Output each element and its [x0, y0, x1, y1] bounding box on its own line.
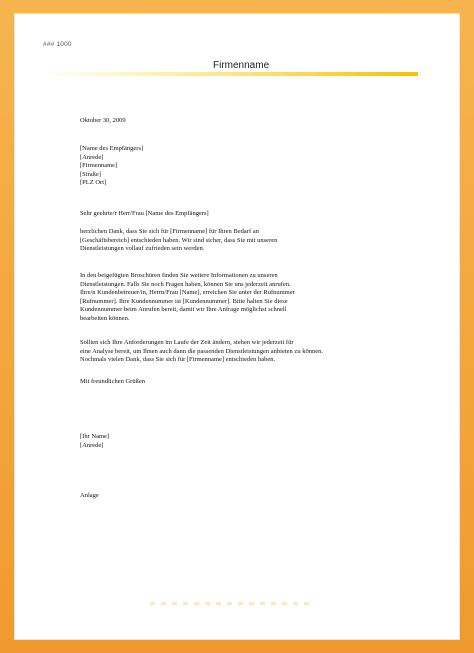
paragraph-thanks [80, 228, 277, 254]
signature-block [80, 433, 109, 450]
paragraph-line: Nochmals vielen Dank, dass Sie sich für [Firmenname] entschieden haben. [80, 356, 276, 364]
recipient-line: [Straße] [80, 170, 101, 178]
paragraph-line: eine Analyse bereit, um Ihnen auch dann die passenden Dienstleistungen anbieten zu können. [80, 347, 323, 355]
paragraph-line: herzlichen Dank, dass Sie sich für [Firmenname] für Ihren Bedarf an [80, 228, 259, 235]
paragraph-line: Ihre/n Kundenbetreuer/in, Herrn/Frau [Name], erreichen Sie unter der Rufnummer [80, 289, 295, 297]
letter-page [14, 13, 460, 640]
enclosure: Anlage [80, 492, 99, 499]
letter-date: Oktober 30, 2009 [80, 117, 126, 124]
document-number: ### 1000 [43, 41, 72, 48]
footer-rule [150, 602, 315, 605]
paragraph-line: Dienstleistungen. Falls Sie noch Fragen haben, können Sie uns jederzeit anrufen. [80, 280, 291, 288]
paragraph-line: Kundennummer beim Anrufen bereit, damit wir Ihre Anfrage möglichst schnell [80, 306, 287, 314]
recipient-line: [Name des Empfängers] [80, 145, 144, 152]
header-rule [40, 72, 418, 76]
paragraph-brochures [80, 272, 295, 324]
signature-line: [Anrede] [80, 441, 104, 449]
signature-line: [Ihr Name] [80, 433, 110, 440]
paragraph-analysis [80, 339, 323, 365]
paragraph-line: Sollten sich Ihre Anforderungen im Laufe der Zeit ändern, stehen wir jederzeit für [80, 339, 294, 346]
recipient-address [80, 145, 143, 188]
recipient-line: [PLZ Ort] [80, 179, 107, 187]
paragraph-line: In den beigefügten Broschüren finden Sie weitere Informationen zu unseren [80, 272, 278, 279]
paragraph-line: Dienstleistungen vollauf zufrieden sein werden. [80, 245, 205, 253]
closing: Mit freundlichen Grüßen [80, 378, 145, 385]
paragraph-line: [Rufnummer]. Ihre Kundennummer ist [Kundennummer]. Bitte halten Sie diese [80, 297, 288, 305]
recipient-line: [Anrede] [80, 153, 104, 161]
company-name: Firmenname [213, 60, 270, 71]
recipient-line: [Firmenname] [80, 162, 118, 170]
paragraph-line: [Geschäftsbereich] entschieden haben. Wir sind sicher, dass Sie mit unseren [80, 236, 278, 244]
paragraph-line: bearbeiten können. [80, 314, 130, 322]
salutation: Sehr geehrte/r Herr/Frau [Name des Empfängers] [80, 210, 209, 217]
